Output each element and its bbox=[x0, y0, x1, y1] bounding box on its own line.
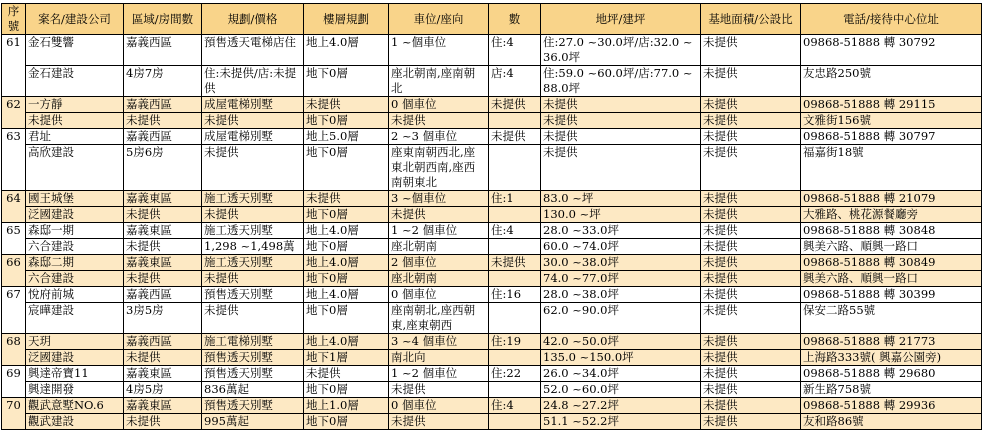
table-cell: 28.0 ~33.0坪 bbox=[541, 223, 701, 239]
table-cell bbox=[489, 382, 541, 398]
table-cell: 1 ~2 個車位 bbox=[389, 366, 489, 382]
table-cell: 地下0層 bbox=[304, 66, 389, 97]
table-cell: 24.8 ~27.2坪 bbox=[541, 398, 701, 414]
table-cell: 未提供 bbox=[701, 382, 801, 398]
table-cell: 未提供 bbox=[389, 382, 489, 398]
table-cell: 國王城堡 bbox=[26, 191, 124, 207]
table-cell: 未提供 bbox=[202, 271, 304, 287]
table-cell: 住:4 bbox=[489, 223, 541, 239]
table-cell: 未提供 bbox=[541, 145, 701, 191]
table-cell bbox=[489, 350, 541, 366]
table-cell: 130.0 ~坪 bbox=[541, 207, 701, 223]
table-cell: 83.0 ~坪 bbox=[541, 191, 701, 207]
table-cell: 地下1層 bbox=[304, 350, 389, 366]
table-cell: 09868-51888 轉 29680 bbox=[801, 366, 982, 382]
table-cell: 施工透天別墅 bbox=[202, 191, 304, 207]
table-cell: 52.0 ~60.0坪 bbox=[541, 382, 701, 398]
table-cell: 0 個車位 bbox=[389, 97, 489, 113]
table-cell: 0 個車位 bbox=[389, 287, 489, 303]
table-cell: 福嘉街18號 bbox=[801, 145, 982, 191]
column-header: 規劃/價格 bbox=[202, 4, 304, 35]
table-cell: 未提供 bbox=[124, 113, 202, 129]
column-header: 樓層規劃 bbox=[304, 4, 389, 35]
table-cell: 地上4.0層 bbox=[304, 35, 389, 66]
table-cell: 座南朝北,座西朝東,座東朝西 bbox=[389, 303, 489, 334]
column-header: 數 bbox=[489, 4, 541, 35]
table-cell: 09868-51888 轉 21773 bbox=[801, 334, 982, 350]
table-cell: 2 ~3 個車位 bbox=[389, 129, 489, 145]
table-cell: 住:22 bbox=[489, 366, 541, 382]
table-cell: 836萬起 bbox=[202, 382, 304, 398]
table-cell: 地下0層 bbox=[304, 207, 389, 223]
table-cell bbox=[489, 271, 541, 287]
table-cell: 未提供 bbox=[701, 414, 801, 430]
row-number: 62 bbox=[2, 97, 26, 129]
table-cell: 1 ~2 個車位 bbox=[389, 223, 489, 239]
table-row bbox=[2, 97, 982, 113]
table-cell: 地下0層 bbox=[304, 382, 389, 398]
table-cell: 嘉義西區 bbox=[124, 97, 202, 113]
table-body bbox=[2, 35, 982, 430]
table-cell: 住:1 bbox=[489, 191, 541, 207]
table-cell: 未提供 bbox=[541, 113, 701, 129]
table-cell: 未提供 bbox=[489, 129, 541, 145]
table-cell: 未提供 bbox=[701, 271, 801, 287]
table-row bbox=[2, 303, 982, 334]
table-row bbox=[2, 366, 982, 382]
table-cell: 嘉義西區 bbox=[124, 334, 202, 350]
listing-table bbox=[1, 3, 982, 430]
table-cell: 施工電梯別墅 bbox=[202, 334, 304, 350]
table-row bbox=[2, 207, 982, 223]
table-cell: 未提供 bbox=[701, 334, 801, 350]
table-cell: 座東南朝西北,座東北朝西南,座西南朝東北 bbox=[389, 145, 489, 191]
table-cell: 09868-51888 轉 21079 bbox=[801, 191, 982, 207]
table-cell: 座北朝南 bbox=[389, 271, 489, 287]
table-cell bbox=[489, 207, 541, 223]
table-cell: 未提供 bbox=[701, 223, 801, 239]
table-row bbox=[2, 191, 982, 207]
table-cell: 30.0 ~38.0坪 bbox=[541, 255, 701, 271]
table-cell: 地下0層 bbox=[304, 271, 389, 287]
table-cell: 60.0 ~74.0坪 bbox=[541, 239, 701, 255]
table-cell: 悅府前城 bbox=[26, 287, 124, 303]
table-cell: 成屋電梯別墅 bbox=[202, 129, 304, 145]
table-cell: 未提供 bbox=[541, 97, 701, 113]
table-cell: 森邸一期 bbox=[26, 223, 124, 239]
row-number: 66 bbox=[2, 255, 26, 287]
table-cell: 宸曄建設 bbox=[26, 303, 124, 334]
table-cell: 未提供 bbox=[389, 414, 489, 430]
table-cell: 泛國建設 bbox=[26, 350, 124, 366]
column-header: 車位/座向 bbox=[389, 4, 489, 35]
table-row bbox=[2, 129, 982, 145]
column-header: 案名/建設公司 bbox=[26, 4, 124, 35]
table-cell: 未提供 bbox=[701, 113, 801, 129]
table-cell: 森邸二期 bbox=[26, 255, 124, 271]
table-cell: 預售透天別墅 bbox=[202, 398, 304, 414]
table-cell: 1,298 ~1,498萬 bbox=[202, 239, 304, 255]
table-cell: 未提供 bbox=[202, 113, 304, 129]
table-cell: 住:27.0 ~30.0坪/店:32.0 ~36.0坪 bbox=[541, 35, 701, 66]
table-cell: 4房5房 bbox=[124, 382, 202, 398]
table-cell: 座北朝南 bbox=[389, 239, 489, 255]
table-cell: 未提供 bbox=[304, 366, 389, 382]
table-cell: 未提供 bbox=[701, 350, 801, 366]
table-cell: 金石雙響 bbox=[26, 35, 124, 66]
table-cell: 未提供 bbox=[202, 207, 304, 223]
table-cell: 地下0層 bbox=[304, 145, 389, 191]
table-cell: 09868-51888 轉 30848 bbox=[801, 223, 982, 239]
table-cell: 未提供 bbox=[541, 129, 701, 145]
table-cell: 地上1.0層 bbox=[304, 398, 389, 414]
table-cell: 09868-51888 轉 30399 bbox=[801, 287, 982, 303]
table-row bbox=[2, 287, 982, 303]
table-row bbox=[2, 239, 982, 255]
table-cell: 六合建設 bbox=[26, 239, 124, 255]
table-cell: 興達開發 bbox=[26, 382, 124, 398]
table-row bbox=[2, 350, 982, 366]
table-cell: 友忠路250號 bbox=[801, 66, 982, 97]
table-row bbox=[2, 223, 982, 239]
table-cell: 42.0 ~50.0坪 bbox=[541, 334, 701, 350]
table-cell: 嘉義西區 bbox=[124, 35, 202, 66]
table-cell: 天玥 bbox=[26, 334, 124, 350]
table-cell: 住:4 bbox=[489, 398, 541, 414]
table-cell: 未提供 bbox=[124, 414, 202, 430]
table-cell: 新生路758號 bbox=[801, 382, 982, 398]
table-cell: 地上4.0層 bbox=[304, 334, 389, 350]
table-cell: 保安二路55號 bbox=[801, 303, 982, 334]
table-cell: 地下0層 bbox=[304, 239, 389, 255]
table-cell: 住:未提供/店:未提供 bbox=[202, 66, 304, 97]
row-number: 64 bbox=[2, 191, 26, 223]
column-header: 電話/接待中心位址 bbox=[801, 4, 982, 35]
table-cell: 店:4 bbox=[489, 66, 541, 97]
table-cell: 0 個車位 bbox=[389, 398, 489, 414]
table-cell: 預售透天別墅 bbox=[202, 287, 304, 303]
table-cell: 君址 bbox=[26, 129, 124, 145]
table-cell: 文雅街156號 bbox=[801, 113, 982, 129]
row-number: 68 bbox=[2, 334, 26, 366]
table-cell: 未提供 bbox=[701, 303, 801, 334]
table-cell: 3 ~個車位 bbox=[389, 191, 489, 207]
table-row bbox=[2, 414, 982, 430]
table-cell: 嘉義東區 bbox=[124, 255, 202, 271]
table-cell: 未提供 bbox=[701, 207, 801, 223]
table-cell: 座北朝南,座南朝北 bbox=[389, 66, 489, 97]
column-header: 地坪/建坪 bbox=[541, 4, 701, 35]
table-cell: 未提供 bbox=[701, 145, 801, 191]
table-cell: 62.0 ~90.0坪 bbox=[541, 303, 701, 334]
table-cell: 住:59.0 ~60.0坪/店:77.0 ~88.0坪 bbox=[541, 66, 701, 97]
table-cell: 未提供 bbox=[124, 350, 202, 366]
table-cell bbox=[489, 303, 541, 334]
table-cell: 未提供 bbox=[26, 113, 124, 129]
table-cell: 興達帝寶11 bbox=[26, 366, 124, 382]
table-cell: 未提供 bbox=[202, 303, 304, 334]
table-cell: 未提供 bbox=[304, 191, 389, 207]
table-cell: 泛國建設 bbox=[26, 207, 124, 223]
table-cell: 地上4.0層 bbox=[304, 223, 389, 239]
table-cell: 施工透天別墅 bbox=[202, 223, 304, 239]
table-row bbox=[2, 334, 982, 350]
table-row bbox=[2, 113, 982, 129]
table-cell: 一方靜 bbox=[26, 97, 124, 113]
table-cell: 未提供 bbox=[701, 129, 801, 145]
table-cell: 2 個車位 bbox=[389, 255, 489, 271]
row-number: 61 bbox=[2, 35, 26, 97]
table-cell: 未提供 bbox=[304, 97, 389, 113]
table-cell: 74.0 ~77.0坪 bbox=[541, 271, 701, 287]
row-number: 70 bbox=[2, 398, 26, 430]
table-cell: 3房5房 bbox=[124, 303, 202, 334]
table-row bbox=[2, 398, 982, 414]
table-cell: 未提供 bbox=[124, 207, 202, 223]
table-cell: 未提供 bbox=[701, 239, 801, 255]
table-cell: 09868-51888 轉 30797 bbox=[801, 129, 982, 145]
table-cell: 09868-51888 轉 29936 bbox=[801, 398, 982, 414]
table-cell: 嘉義西區 bbox=[124, 129, 202, 145]
table-cell: 興美六路、順興一路口 bbox=[801, 239, 982, 255]
column-header: 序號 bbox=[2, 4, 26, 35]
table-cell: 未提供 bbox=[701, 255, 801, 271]
table-cell: 地上4.0層 bbox=[304, 287, 389, 303]
table-cell: 上海路333號( 興嘉公園旁) bbox=[801, 350, 982, 366]
table-cell: 未提供 bbox=[701, 35, 801, 66]
table-cell: 嘉義東區 bbox=[124, 398, 202, 414]
table-cell: 未提供 bbox=[701, 398, 801, 414]
table-row bbox=[2, 271, 982, 287]
table-cell bbox=[489, 113, 541, 129]
table-row bbox=[2, 382, 982, 398]
table-cell: 未提供 bbox=[701, 97, 801, 113]
table-row bbox=[2, 145, 982, 191]
table-cell: 嘉義東區 bbox=[124, 366, 202, 382]
table-cell: 觀武意墅NO.6 bbox=[26, 398, 124, 414]
table-cell: 未提供 bbox=[701, 287, 801, 303]
table-cell: 未提供 bbox=[701, 366, 801, 382]
table-cell: 未提供 bbox=[489, 97, 541, 113]
table-cell: 地下0層 bbox=[304, 113, 389, 129]
table-cell: 地下0層 bbox=[304, 414, 389, 430]
table-cell: 未提供 bbox=[701, 191, 801, 207]
table-cell: 嘉義東區 bbox=[124, 191, 202, 207]
table-cell: 施工透天別墅 bbox=[202, 255, 304, 271]
table-cell: 預售透天別墅 bbox=[202, 366, 304, 382]
table-cell: 未提供 bbox=[124, 239, 202, 255]
table-cell: 友和路86號 bbox=[801, 414, 982, 430]
table-cell: 住:16 bbox=[489, 287, 541, 303]
table-cell: 六合建設 bbox=[26, 271, 124, 287]
table-cell: 地上5.0層 bbox=[304, 129, 389, 145]
table-header bbox=[2, 4, 982, 35]
table-cell: 嘉義東區 bbox=[124, 223, 202, 239]
table-cell: 未提供 bbox=[389, 113, 489, 129]
table-cell: 南北向 bbox=[389, 350, 489, 366]
table-cell: 未提供 bbox=[124, 271, 202, 287]
table-cell: 3 ~4 個車位 bbox=[389, 334, 489, 350]
table-cell: 成屋電梯別墅 bbox=[202, 97, 304, 113]
table-cell: 嘉義西區 bbox=[124, 287, 202, 303]
table-cell: 住:19 bbox=[489, 334, 541, 350]
row-number: 69 bbox=[2, 366, 26, 398]
row-number: 65 bbox=[2, 223, 26, 255]
table-cell: 預售透天別墅 bbox=[202, 350, 304, 366]
table-cell: 135.0 ~150.0坪 bbox=[541, 350, 701, 366]
table-cell: 觀武建設 bbox=[26, 414, 124, 430]
table-cell bbox=[489, 145, 541, 191]
column-header: 基地面積/公設比 bbox=[701, 4, 801, 35]
table-cell: 金石建設 bbox=[26, 66, 124, 97]
table-cell: 地上4.0層 bbox=[304, 255, 389, 271]
table-cell: 09868-51888 轉 30792 bbox=[801, 35, 982, 66]
table-cell: 51.1 ~52.2坪 bbox=[541, 414, 701, 430]
table-cell: 未提供 bbox=[701, 66, 801, 97]
table-cell: 大雅路、桃花源餐廳旁 bbox=[801, 207, 982, 223]
table-cell bbox=[489, 239, 541, 255]
table-cell: 5房6房 bbox=[124, 145, 202, 191]
row-number: 63 bbox=[2, 129, 26, 191]
table-row bbox=[2, 255, 982, 271]
table-cell bbox=[489, 414, 541, 430]
table-cell: 高欣建設 bbox=[26, 145, 124, 191]
table-row bbox=[2, 66, 982, 97]
table-cell: 26.0 ~34.0坪 bbox=[541, 366, 701, 382]
table-cell: 28.0 ~38.0坪 bbox=[541, 287, 701, 303]
row-number: 67 bbox=[2, 287, 26, 334]
table-cell: 09868-51888 轉 29115 bbox=[801, 97, 982, 113]
table-row bbox=[2, 35, 982, 66]
table-cell: 1 ~個車位 bbox=[389, 35, 489, 66]
table-cell: 未提供 bbox=[389, 207, 489, 223]
table-cell: 住:4 bbox=[489, 35, 541, 66]
table-cell: 未提供 bbox=[489, 255, 541, 271]
column-header: 區域/房間數 bbox=[124, 4, 202, 35]
table-cell: 995萬起 bbox=[202, 414, 304, 430]
table-cell: 09868-51888 轉 30849 bbox=[801, 255, 982, 271]
table-cell: 興美六路、順興一路口 bbox=[801, 271, 982, 287]
listing-table-wrapper bbox=[1, 3, 982, 430]
table-cell: 4房7房 bbox=[124, 66, 202, 97]
table-cell: 地下0層 bbox=[304, 303, 389, 334]
table-cell: 未提供 bbox=[202, 145, 304, 191]
table-cell: 預售透天電梯店住 bbox=[202, 35, 304, 66]
